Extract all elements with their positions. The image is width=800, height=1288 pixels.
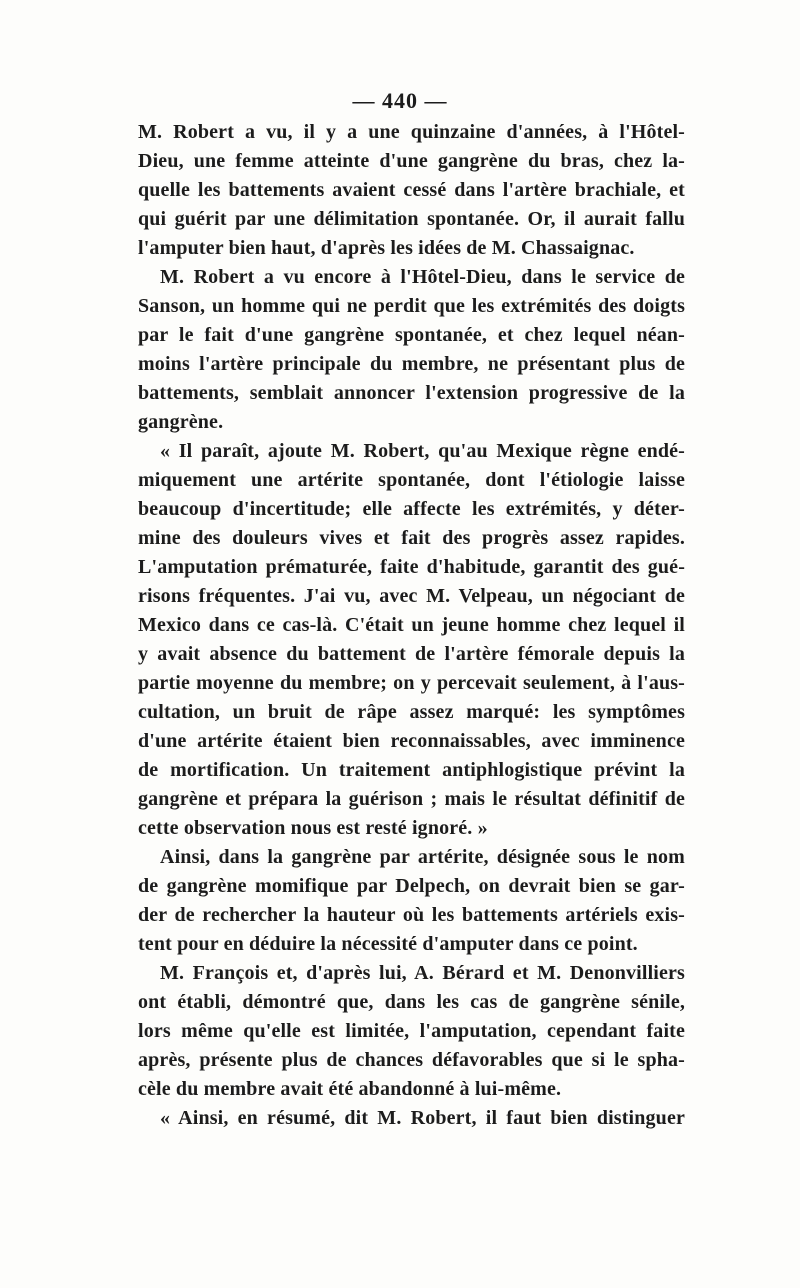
text-line: de gangrène momifique par Delpech, on devrait bien se gar- <box>138 875 685 897</box>
text-line: Ainsi, dans la gangrène par artérite, désignée sous le nom <box>160 846 685 868</box>
text-line: M. Robert a vu encore à l'Hôtel-Dieu, dans le service de <box>160 266 685 288</box>
text-line: tent pour en déduire la nécessité d'amputer dans ce point. <box>138 933 638 955</box>
text-line: ont établi, démontré que, dans les cas de gangrène sénile, <box>138 991 685 1013</box>
text-line: qui guérit par une délimitation spontanée. Or, il aurait fallu <box>138 208 685 230</box>
text-line: lors même qu'elle est limitée, l'amputation, cependant faite <box>138 1020 685 1042</box>
text-line: Dieu, une femme atteinte d'une gangrène du bras, chez la- <box>138 150 685 172</box>
text-line: l'amputer bien haut, d'après les idées de M. Chassaignac. <box>138 237 635 259</box>
text-line: « Il paraît, ajoute M. Robert, qu'au Mexique règne endé- <box>160 440 685 462</box>
page-number: — 440 — <box>352 88 448 113</box>
text-line: risons fréquentes. J'ai vu, avec M. Velpeau, un négociant de <box>138 585 685 607</box>
text-line: par le fait d'une gangrène spontanée, et chez lequel néan- <box>138 324 685 346</box>
text-line: partie moyenne du membre; on y percevait seulement, à l'aus- <box>138 672 685 694</box>
text-line: M. François et, d'après lui, A. Bérard et M. Denonvilliers <box>160 962 685 984</box>
text-line: « Ainsi, en résumé, dit M. Robert, il faut bien distinguer <box>160 1107 685 1129</box>
text-line: M. Robert a vu, il y a une quinzaine d'années, à l'Hôtel- <box>138 121 685 143</box>
text-line: y avait absence du battement de l'artère fémorale depuis la <box>138 643 685 665</box>
text-line: de mortification. Un traitement antiphlogistique prévint la <box>138 759 685 781</box>
text-line: moins l'artère principale du membre, ne présentant plus de <box>138 353 685 375</box>
text-line: cultation, un bruit de râpe assez marqué: les symptômes <box>138 701 685 723</box>
text-line: Sanson, un homme qui ne perdit que les extrémités des doigts <box>138 295 685 317</box>
body-text <box>138 118 685 1133</box>
text-line: der de rechercher la hauteur où les battements artériels exis- <box>138 904 685 926</box>
text-line: mine des douleurs vives et fait des progrès assez rapides. <box>138 527 685 549</box>
text-line: battements, semblait annoncer l'extension progressive de la <box>138 382 685 404</box>
text-line: gangrène et prépara la guérison ; mais le résultat définitif de <box>138 788 685 810</box>
text-line: d'une artérite étaient bien reconnaissables, avec imminence <box>138 730 685 752</box>
text-line: gangrène. <box>138 411 224 433</box>
text-line: Mexico dans ce cas-là. C'était un jeune homme chez lequel il <box>138 614 685 636</box>
text-line: L'amputation prématurée, faite d'habitude, garantit des gué- <box>138 556 685 578</box>
text-line: quelle les battements avaient cessé dans l'artère brachiale, et <box>138 179 685 201</box>
text-line: miquement une artérite spontanée, dont l'étiologie laisse <box>138 469 685 491</box>
text-line: cette observation nous est resté ignoré. » <box>138 817 488 839</box>
text-line: après, présente plus de chances défavorables que si le spha- <box>138 1049 685 1071</box>
text-line: cèle du membre avait été abandonné à lui-même. <box>138 1078 562 1100</box>
text-line: beaucoup d'incertitude; elle affecte les extrémités, y déter- <box>138 498 685 520</box>
